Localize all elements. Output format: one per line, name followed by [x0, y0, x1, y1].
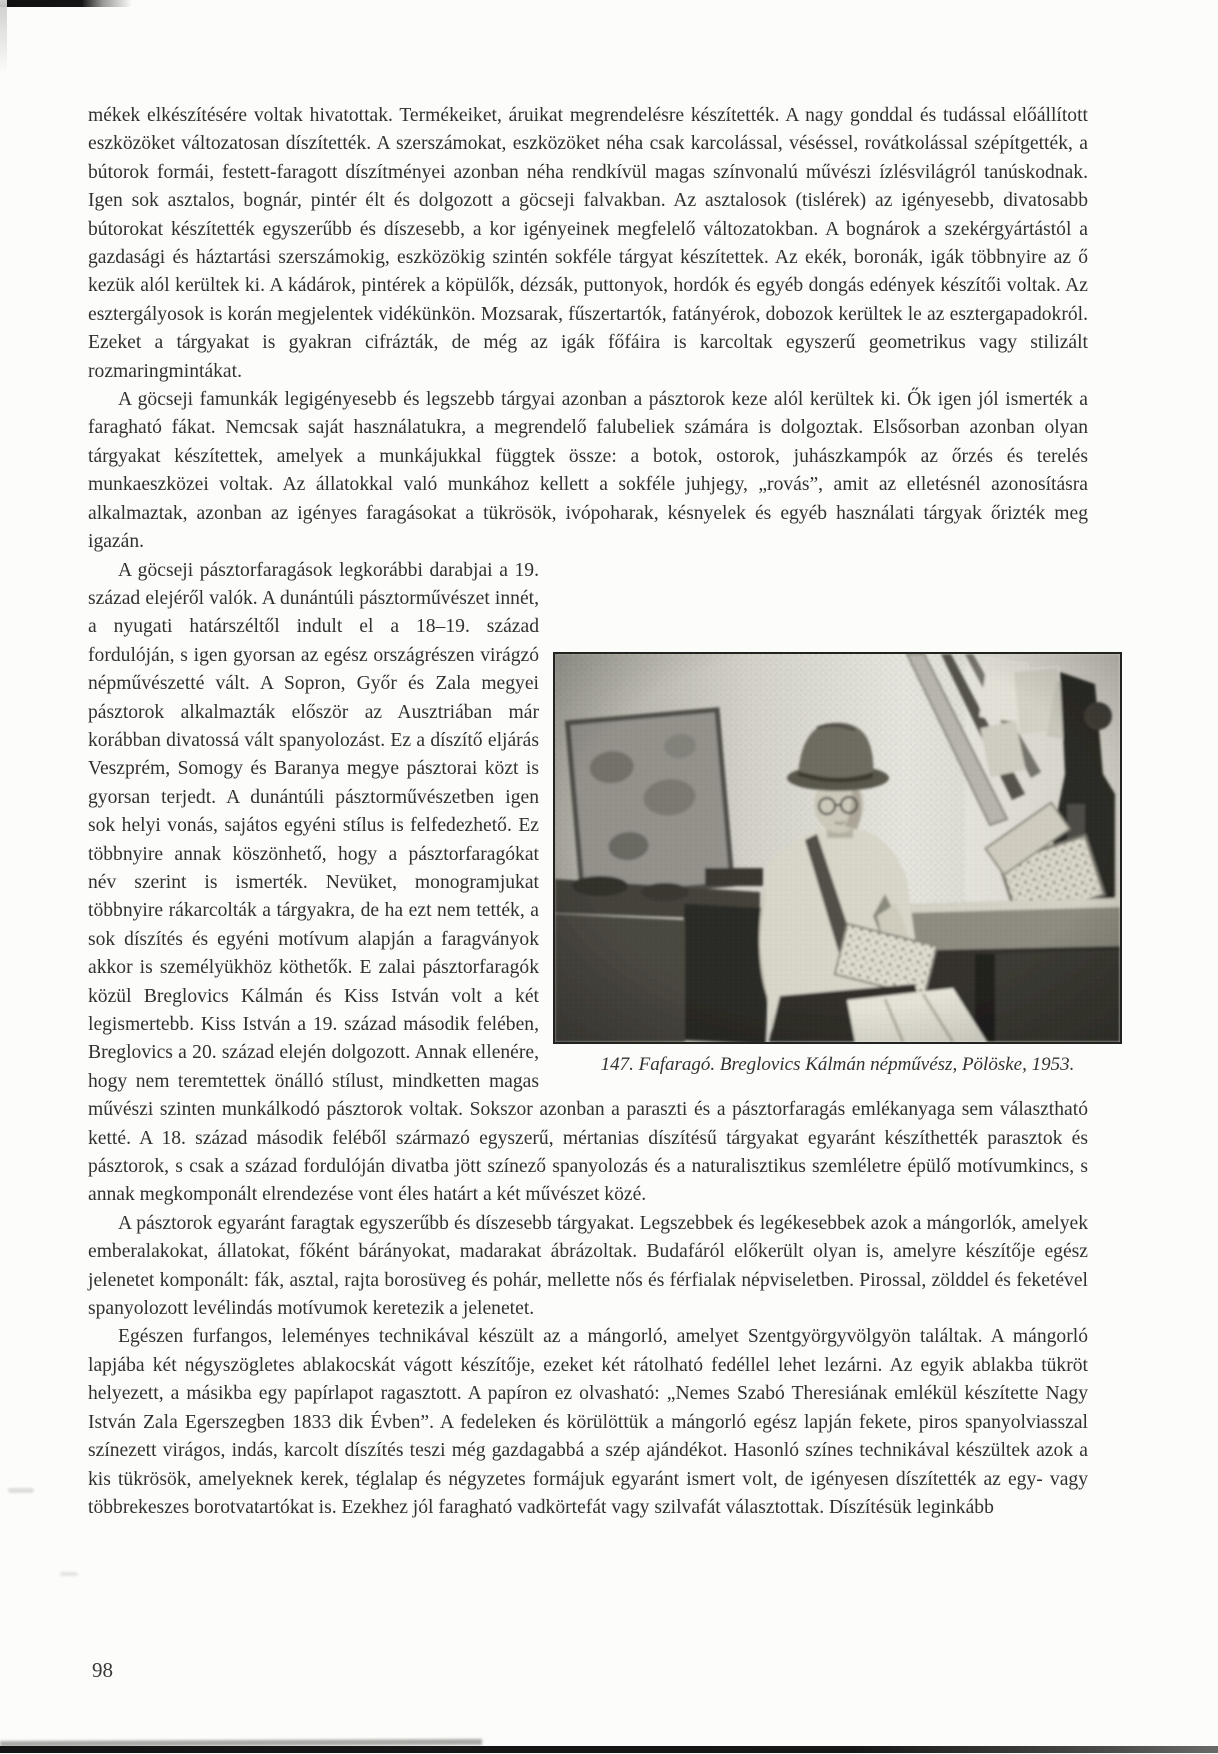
scan-artifact-speck: [60, 1572, 78, 1576]
body-text: [88, 102, 1088, 1522]
paragraph-3: A göcseji pásztorfaragások legkorábbi darabjai a 19. század elejéről valók. A dunántúli pásztorművészet innét, a nyugati határszéltől indult el a 18–19. század fordulóján, s igen gyorsan az egész országrészen virágzó népművészetté vált. A Sopron, Győr és Zala megyei pásztorok alkalmazták először az Ausztriában már korábban divatossá vált spanyolozást. Ez a díszítő eljárás Veszprém, Somogy és Baranya megye pásztorai közt is gyorsan terjedt. A dunántúli pásztorművészetben igen sok helyi vonás, sajátos egyéni stílus is felfedezhető. Ez többnyire annak köszönhető, hogy a pásztorfaragókat név szerint is ismerték. Nevüket, monogramjukat többnyire rákarcolták a tárgyakra, de ha ezt nem tették, a sok díszítés és egyéni motívum alapján a faragványok akkor is személyükhöz köthetők. E zalai pásztorfaragók közül Breglovics Kálmán és Kiss István volt a két legismertebb. Kiss István a 19. század második felében, Breglovics a 20. század elején dolgozott. Annak ellenére, hogy nem teremtettek önálló stílust, mindketten magas művészi szinten munkálkodó pásztorok voltak. Sokszor azonban a paraszti és a pásztorfaragás emlékanyaga sem választható ketté. A 18. század második feléből származó egyszerű, mértanias díszítésű tárgyakat egyaránt készíthették parasztok és pásztorok, s csak a század fordulóján divatba jött színező spanyolozás és a naturalisztikus szemléletre épülő motívumkincs, s annak megkomponált elrendezése vont éles határt a két művészet közé.: [88, 559, 1088, 1206]
scan-artifact-top-edge: [0, 0, 132, 7]
figure-caption: 147. Fafaragó. Breglovics Kálmán népművész, Pölöske, 1953.: [600, 1053, 1075, 1075]
paragraph-2: A göcseji famunkák legigényesebb és legszebb tárgyai azonban a pásztorok keze alól kerültek ki. Ők igen jól ismerték a faragható fákat. Nemcsak saját használatukra, a megrendelő falubeliek számára is dolgoztak. Elsősorban azonban olyan tárgyakat készítettek, amelyek a munkájukkal függtek össze: a botok, ostorok, juhászkampók az őrzés és terelés munkaeszközei voltak. Az állatokkal való munkához kellett a sokféle juhjegy, „rovás”, amit az elletésnél azonosításra alkalmaztak, azonban az igényes faragásokat a tükrösök, ivópoharak, késnyelek és egyéb használati tárgyak őrizték meg igazán.: [88, 389, 1088, 553]
paragraph-5: Egészen furfangos, leleményes technikával készült az a mángorló, amelyet Szentgyörgyvölgyön találtak. A mángorló lapjába két négyszögletes ablakocskát vágott készítője, ezeket két rátolható fedéllel lehet lezárni. Az egyik ablakba tükröt helyezett, a másikba egy papírlapot ragasztott. A papíron ez olvasható: „Nemes Szabó Theresiának emlékül készítette Nagy István Zala Egerszegben 1833 dik Évben”. A fedeleken és körülöttük a mángorló egész lapján fekete, piros spanyolviasszal színezett virágos, indás, karcolt díszítés teszi még gazdagabbá a szép ajándékot. Hasonló színes technikával készültek azok a kis tükrösök, amelyeknek kerek, téglalap és négyzetes formájuk egyaránt ismert volt, de igényesen díszítették az egy- vagy többrekeszes borotvatartókat is. Ezekhez jól faragható vadkörtefát vagy szilvafát választottak. Díszítésük leginkább: [88, 1326, 1088, 1518]
paragraph-1: mékek elkészítésére voltak hivatottak. Termékeiket, áruikat megrendelésre készítették. A nagy gonddal és tudással előállított eszközöket változatosan díszítették. A szerszámokat, eszközöket néha csak karcolással, véséssel, rovátkolással szépítgették, a bútorok formái, festett-faragott díszítményei azonban néha rendkívül magas színvonalú művészi ízlésvilágról tanúskodnak. Igen sok asztalos, bognár, pintér élt és dolgozott a göcseji falvakban. Az asztalosok (tislérek) az igényesebb, divatosabb bútorokat készítették egyszerűbb és díszesebb, a kor igényeinek megfelelő változatokban. A bognárok a szekérgyártástól a gazdasági és háztartási szerszámokig, eszközökig szintén sokféle tárgyat készítettek. Az ekék, boronák, igák többnyire az ő kezük alól kerültek ki. A kádárok, pintérek a köpülők, dézsák, puttonyok, hordók és egyéb dongás edények készítői voltak. Az esztergályosok is korán megjelentek vidékünkön. Mozsarak, fűszertartók, fatányérok, dobozok kerültek le az esztergapadokról. Ezeket a tárgyakat is gyakran cifrázták, de még az igák főfáira is karcoltak egyszerű geometrikus vagy stilizált rozmaringmintákat.: [88, 105, 1088, 382]
woodcarver-photo: [553, 652, 1122, 1044]
scan-artifact-speck: [8, 1488, 34, 1493]
paragraph-3-with-figure: [88, 557, 1088, 1210]
scan-artifact-left-edge: [0, 0, 7, 74]
paragraph-4: A pásztorok egyaránt faragtak egyszerűbb és díszesebb tárgyakat. Legszebbek és legékesebbek azok a mángorlók, amelyek emberalakokat, állatokat, főként bárányokat, madarakat ábrázoltak. Budafáról előkerült olyan is, amelyre készítője egész jelenetet komponált: fák, asztal, rajta borosüveg és pohár, mellette nős és férfialak népviseletben. Pirossal, zölddel és feketével spanyolozott levélindás motívumok keretezik a jelenetet.: [88, 1212, 1088, 1320]
scan-artifact-bottom-edge: [0, 1746, 1218, 1753]
woodcarver-photo-illustration: [555, 654, 1120, 1042]
figure-147: [553, 652, 1122, 1077]
page-number: 98: [92, 1658, 113, 1682]
